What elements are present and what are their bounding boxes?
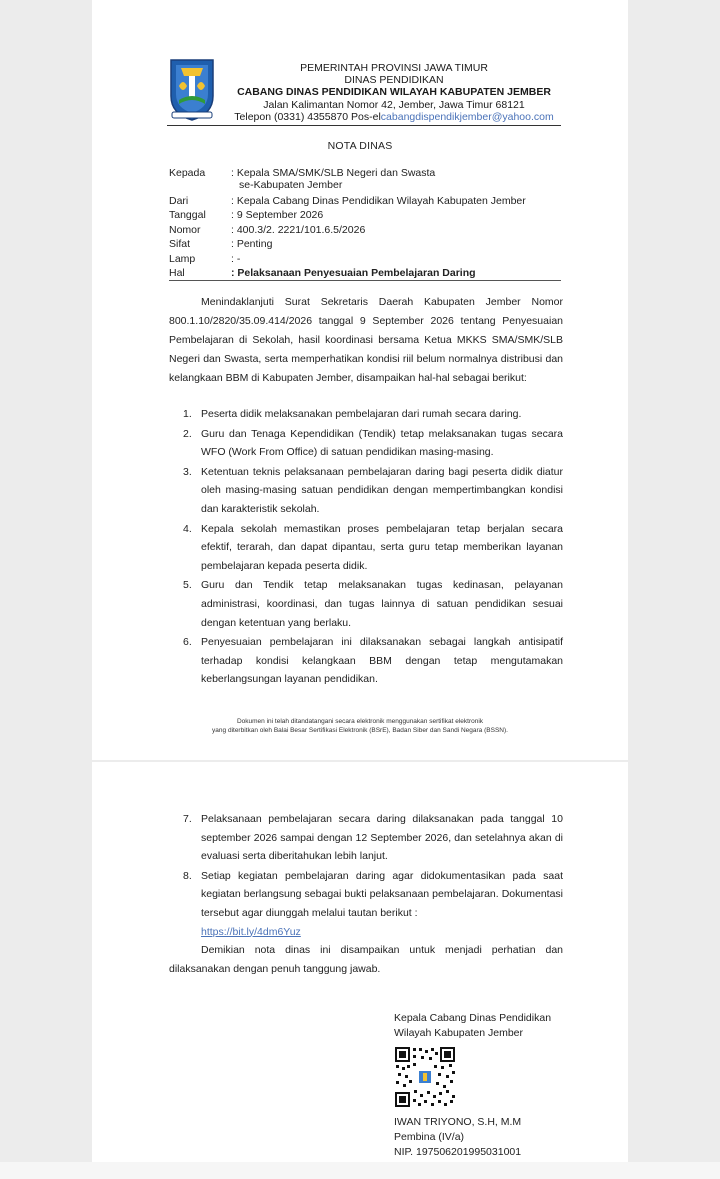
field-value: : Kepala SMA/SMK/SLB Negeri dan Swasta se-Kabupaten Jember: [231, 167, 436, 191]
branch-name: CABANG DINAS PENDIDIKAN WILAYAH KABUPATEN JEMBER: [237, 86, 551, 99]
list-item: 8. Setiap kegiatan pembelajaran daring agar didokumentasikan pada saat kegiatan berlangsung sebagai bukti pelaksanaan pembelajaran. Dokumentasi tersebut agar diunggah melalui tautan berikut : https://bit.ly/4dm6Yuz: [183, 869, 563, 938]
qr-code-signature: [394, 1046, 456, 1108]
list-item: 2. Guru dan Tenaga Kependidikan (Tendik) tetap melaksanakan tugas secara WFO (Work From Office) di satuan pendidikan masing-masing.: [183, 427, 563, 459]
e-signature-note: Dokumen ini telah ditandatangani secara elektronik menggunakan sertifikat elektronik yang diterbitkan oleh Balai Besar Sertifikasi Elektronik (BSrE), Badan Siber dan Sandi Negara (BSSN).: [212, 718, 508, 734]
list-item: 1. Peserta didik melaksanakan pembelajaran dari rumah secara daring.: [183, 408, 522, 420]
signatory-nip: NIP. 197506201995031001: [394, 1146, 522, 1158]
viewer-bottom-bar: [0, 1162, 720, 1179]
instruction-list-continued: [169, 810, 563, 941]
field-value: : Kepala Cabang Dinas Pendidikan Wilayah Kabupaten Jember: [231, 195, 526, 207]
field-value: : Pelaksanaan Penyesuaian Pembelajaran Daring: [231, 266, 476, 279]
field-label: Hal: [169, 266, 185, 279]
field-value: : -: [231, 252, 241, 265]
intro-paragraph: Menindaklanjuti Surat Sekretaris Daerah Kabupaten Jember Nomor 800.1.10/2820/35.09.414/2026 tanggal 9 September 2026 tentang Penyesuaian Pembelajaran di Sekolah, hasil koordinasi bersama Ketua MKKS SMA/SMK/SLB Negeri dan Swasta, serta memperhatikan kondisi riil belum normalnya distribusi dan kelangkaan BBM di Kabupaten Jember, disampaikan hal-hal sebagai berikut:: [169, 296, 563, 384]
field-value: : 400.3/2. 2221/101.6.5/2026: [231, 223, 366, 236]
list-item: 5. Guru dan Tendik tetap melaksanakan tugas kedinasan, pelayanan administrasi, koordinasi, dan tugas lainnya di satuan pendidikan sesuai dengan ketentuan yang berlaku.: [183, 579, 563, 629]
closing-paragraph: Demikian nota dinas ini disampaikan untuk menjadi perhatian dan dilaksanakan dengan penuh tanggung jawab.: [169, 944, 563, 975]
list-item: 7. Pelaksanaan pembelajaran secara daring dilaksanakan pada tanggal 10 september 2026 sampai dengan 12 September 2026, dan setelahnya akan di evaluasi serta diberitahukan lebih lanjut.: [183, 813, 563, 863]
agency-name: DINAS PENDIDIKAN: [344, 74, 444, 87]
list-item: 3. Ketentuan teknis pelaksanaan pembelajaran daring bagi peserta didik diatur oleh masing-masing satuan pendidikan dengan mempertimbangkan kondisi dan karakteristik sekolah.: [183, 465, 563, 515]
signatory-rank: Pembina (IV/a): [394, 1131, 465, 1143]
field-label: Nomor: [169, 223, 201, 236]
field-label: Kepada: [169, 167, 206, 179]
list-item: 4. Kepala sekolah memastikan proses pembelajaran tetap berjalan secara efektif, terarah, dan dapat dipantau, serta guru tetap memberikan layanan pembelajaran kepada peserta didik.: [183, 522, 563, 572]
letterhead: [167, 56, 561, 128]
field-label: Sifat: [169, 238, 191, 251]
signatory-name: IWAN TRIYONO, S.H, M.M: [394, 1116, 522, 1128]
government-name: PEMERINTAH PROVINSI JAWA TIMUR: [300, 62, 488, 74]
letterhead-text: [227, 62, 561, 123]
letterhead-divider: [167, 125, 561, 126]
documentation-link[interactable]: https://bit.ly/4dm6Yuz: [201, 925, 301, 938]
header-divider: [169, 280, 561, 281]
field-value: : Penting: [231, 238, 273, 251]
signature-block-title: Kepala Cabang Dinas Pendidikan Wilayah Kabupaten Jember: [394, 1012, 552, 1039]
address: Jalan Kalimantan Nomor 42, Jember, Jawa Timur 68121: [263, 98, 525, 111]
field-label: Dari: [169, 195, 189, 207]
field-label: Tanggal: [169, 209, 206, 222]
field-value: : 9 September 2026: [231, 209, 324, 222]
email-link[interactable]: cabangdispendikjember@yahoo.com: [380, 110, 554, 123]
signatory-details: [394, 1115, 521, 1160]
contact-line: [227, 111, 561, 123]
list-item: 6. Penyesuaian pembelajaran ini dilaksanakan sebagai langkah antisipatif terhadap kondisi kelangkaan BBM dengan tetap mengutamakan keberlangsungan layanan pendidikan.: [183, 636, 563, 686]
phone-text: Telepon (0331) 4355870 Pos-el: [234, 110, 381, 123]
field-label: Lamp: [169, 252, 196, 265]
document-title: NOTA DINAS: [327, 140, 393, 152]
instruction-list: [169, 405, 563, 689]
east-java-emblem-logo: [167, 56, 217, 122]
